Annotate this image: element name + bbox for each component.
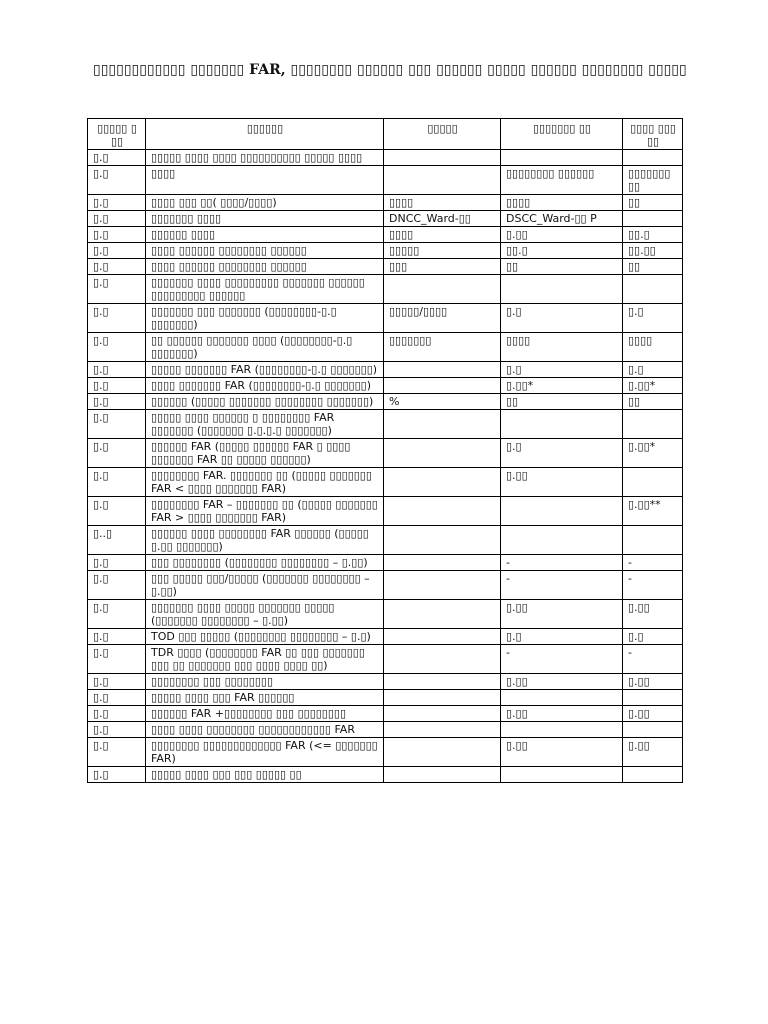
cell-value-1 (501, 410, 623, 439)
table-body (88, 150, 683, 783)
cell-value-1: ▯.▯▯ (501, 227, 623, 243)
table-row (88, 333, 683, 362)
table-row (88, 150, 683, 166)
cell-value-2: ▯.▯▯* (623, 439, 683, 468)
cell-serial: ▯.▯ (88, 690, 146, 706)
cell-description: ▯▯▯▯▯▯▯ ▯▯▯ ▯▯▯▯▯▯▯ (▯▯▯▯▯▯▯▯-▯.▯ ▯▯▯▯▯▯▯) (146, 304, 384, 333)
cell-serial: ▯.▯ (88, 362, 146, 378)
cell-description: ▯▯▯▯ (146, 166, 384, 195)
cell-description: ▯▯▯▯▯▯▯▯ FAR – ▯▯▯▯▯▯▯ ▯▯ (▯▯▯▯▯ ▯▯▯▯▯▯▯ FAR > ▯▯▯▯ ▯▯▯▯▯▯▯ FAR) (146, 497, 384, 526)
cell-serial: ▯.▯ (88, 243, 146, 259)
cell-value-2 (623, 526, 683, 555)
cell-unit (384, 690, 501, 706)
cell-serial: ▯.▯ (88, 259, 146, 275)
cell-value-2: ▯.▯▯ (623, 674, 683, 690)
cell-description: ▯▯▯▯▯ ▯▯▯▯▯▯▯ FAR (▯▯▯▯▯▯▯▯-▯.▯ ▯▯▯▯▯▯▯) (146, 362, 384, 378)
cell-value-2 (623, 468, 683, 497)
cell-description: ▯▯▯▯▯▯▯ ▯▯▯▯ ▯▯▯▯▯ ▯▯▯▯▯▯▯ ▯▯▯▯▯ (▯▯▯▯▯▯▯ ▯▯▯▯▯▯▯▯ – ▯.▯▯) (146, 600, 384, 629)
cell-value-2: ▯▯ (623, 259, 683, 275)
cell-description: ▯▯▯▯▯ ▯▯▯▯ ▯▯▯ FAR ▯▯▯▯▯▯ (146, 690, 384, 706)
cell-serial: ▯.▯ (88, 497, 146, 526)
cell-description: ▯▯▯▯▯▯▯▯ ▯▯▯ ▯▯▯▯▯▯▯▯ (146, 674, 384, 690)
cell-description: ▯▯▯▯▯▯ FAR (▯▯▯▯▯ ▯▯▯▯▯▯ FAR ▯ ▯▯▯▯ ▯▯▯▯▯▯▯ FAR ▯▯ ▯▯▯▯▯ ▯▯▯▯▯▯) (146, 439, 384, 468)
cell-value-2 (623, 410, 683, 439)
cell-unit: ▯▯▯▯ (384, 227, 501, 243)
cell-value-1: ▯▯ (501, 259, 623, 275)
table-row (88, 394, 683, 410)
cell-unit (384, 674, 501, 690)
cell-unit (384, 497, 501, 526)
header-value-1: ▯▯▯▯▯▯▯ ▯▯ (501, 119, 623, 150)
cell-value-2: - (623, 571, 683, 600)
cell-value-1: - (501, 571, 623, 600)
cell-value-2: ▯.▯ (623, 629, 683, 645)
cell-value-2: - (623, 645, 683, 674)
table-row (88, 706, 683, 722)
cell-description: ▯▯▯▯▯▯ (▯▯▯▯▯ ▯▯▯▯▯▯▯ ▯▯▯▯▯▯▯▯ ▯▯▯▯▯▯▯) (146, 394, 384, 410)
table-row (88, 166, 683, 195)
cell-value-1 (501, 690, 623, 706)
cell-value-1: ▯.▯▯ (501, 468, 623, 497)
cell-description: ▯▯▯▯ ▯▯▯ ▯▯( ▯▯▯▯/▯▯▯▯) (146, 195, 384, 211)
cell-serial: ▯..▯ (88, 526, 146, 555)
cell-value-1: ▯.▯▯ (501, 600, 623, 629)
cell-serial: ▯.▯ (88, 600, 146, 629)
cell-unit: ▯▯▯▯▯/▯▯▯▯ (384, 304, 501, 333)
cell-unit (384, 378, 501, 394)
cell-unit (384, 410, 501, 439)
cell-unit (384, 555, 501, 571)
cell-serial: ▯.▯ (88, 645, 146, 674)
cell-value-1: ▯.▯▯* (501, 378, 623, 394)
cell-value-2 (623, 211, 683, 227)
table-row (88, 439, 683, 468)
cell-value-1: ▯.▯ (501, 362, 623, 378)
cell-serial: ▯.▯ (88, 674, 146, 690)
cell-unit (384, 738, 501, 767)
table-row (88, 629, 683, 645)
cell-serial: ▯.▯ (88, 275, 146, 304)
cell-value-1: ▯▯.▯ (501, 243, 623, 259)
cell-unit (384, 362, 501, 378)
cell-value-2: ▯▯ (623, 195, 683, 211)
cell-unit (384, 526, 501, 555)
cell-description: ▯▯▯▯ ▯▯▯▯▯▯ ▯▯▯▯▯▯▯▯ ▯▯▯▯▯▯ (146, 243, 384, 259)
cell-serial: ▯.▯ (88, 150, 146, 166)
cell-unit (384, 275, 501, 304)
cell-value-2 (623, 722, 683, 738)
cell-unit (384, 706, 501, 722)
cell-serial: ▯.▯ (88, 333, 146, 362)
cell-description: ▯▯▯▯▯▯▯▯ ▯▯▯▯▯▯▯▯▯▯▯▯▯ FAR (<= ▯▯▯▯▯▯▯ FAR) (146, 738, 384, 767)
cell-value-2: ▯▯.▯ (623, 227, 683, 243)
header-value-2: ▯▯▯▯ ▯▯▯ ▯▯ (623, 119, 683, 150)
cell-value-2 (623, 690, 683, 706)
cell-unit: ▯▯▯▯▯▯▯ (384, 333, 501, 362)
table-row (88, 275, 683, 304)
cell-unit (384, 150, 501, 166)
table-row (88, 674, 683, 690)
cell-unit: % (384, 394, 501, 410)
cell-serial: ▯.▯ (88, 166, 146, 195)
cell-value-1: - (501, 645, 623, 674)
cell-serial: ▯.▯ (88, 227, 146, 243)
cell-value-1: ▯▯ (501, 394, 623, 410)
table-row (88, 738, 683, 767)
cell-serial: ▯.▯ (88, 767, 146, 783)
cell-serial: ▯.▯ (88, 738, 146, 767)
cell-serial: ▯.▯ (88, 571, 146, 600)
cell-unit (384, 767, 501, 783)
cell-description: ▯▯▯▯ ▯▯▯▯▯▯▯ FAR (▯▯▯▯▯▯▯▯-▯.▯ ▯▯▯▯▯▯▯) (146, 378, 384, 394)
cell-value-2 (623, 275, 683, 304)
cell-value-2 (623, 767, 683, 783)
cell-value-1 (501, 150, 623, 166)
cell-unit (384, 166, 501, 195)
cell-unit (384, 600, 501, 629)
cell-description: ▯▯▯▯▯ ▯▯▯▯ ▯▯▯▯ ▯▯▯▯▯▯▯▯▯▯ ▯▯▯▯▯ ▯▯▯▯ (146, 150, 384, 166)
cell-serial: ▯.▯ (88, 394, 146, 410)
cell-value-1 (501, 497, 623, 526)
cell-serial: ▯.▯ (88, 378, 146, 394)
cell-description: ▯▯▯▯ ▯▯▯▯▯▯ ▯▯▯▯▯▯▯▯ ▯▯▯▯▯▯ (146, 259, 384, 275)
cell-serial: ▯.▯ (88, 706, 146, 722)
table-row (88, 571, 683, 600)
cell-value-2: ▯.▯▯ (623, 600, 683, 629)
table-row (88, 195, 683, 211)
header-unit: ▯▯▯▯▯ (384, 119, 501, 150)
table-row (88, 526, 683, 555)
cell-value-2: ▯.▯ (623, 304, 683, 333)
cell-value-2: ▯▯▯▯▯▯▯ ▯▯ (623, 166, 683, 195)
header-description: ▯▯▯▯▯▯ (146, 119, 384, 150)
cell-unit (384, 571, 501, 600)
cell-value-2: ▯▯.▯▯ (623, 243, 683, 259)
cell-description: ▯▯▯▯▯▯▯▯ FAR. ▯▯▯▯▯▯▯ ▯▯ (▯▯▯▯▯ ▯▯▯▯▯▯▯ FAR < ▯▯▯▯ ▯▯▯▯▯▯▯ FAR) (146, 468, 384, 497)
cell-serial: ▯.▯ (88, 722, 146, 738)
cell-description: ▯▯▯▯▯▯ ▯▯▯▯ (146, 227, 384, 243)
table-row (88, 362, 683, 378)
table-row (88, 555, 683, 571)
table-row (88, 645, 683, 674)
cell-description: ▯▯▯▯▯ ▯▯▯▯ ▯▯▯▯▯▯ ▯ ▯▯▯▯▯▯▯▯ FAR ▯▯▯▯▯▯▯ (▯▯▯▯▯▯▯ ▯.▯.▯.▯ ▯▯▯▯▯▯▯) (146, 410, 384, 439)
cell-value-2: ▯.▯▯** (623, 497, 683, 526)
cell-value-1: ▯.▯ (501, 439, 623, 468)
cell-unit: ▯▯▯▯ (384, 195, 501, 211)
cell-value-1 (501, 275, 623, 304)
cell-unit (384, 645, 501, 674)
cell-description: TOD ▯▯▯ ▯▯▯▯▯ (▯▯▯▯▯▯▯▯ ▯▯▯▯▯▯▯▯ – ▯.▯) (146, 629, 384, 645)
cell-serial: ▯.▯ (88, 410, 146, 439)
cell-description: ▯▯▯▯▯ ▯▯▯▯ ▯▯▯ ▯▯▯ ▯▯▯▯▯ ▯▯ (146, 767, 384, 783)
cell-serial: ▯.▯ (88, 629, 146, 645)
cell-value-1: ▯.▯▯ (501, 674, 623, 690)
table-row (88, 410, 683, 439)
table-row (88, 227, 683, 243)
cell-value-2: ▯.▯▯ (623, 738, 683, 767)
cell-value-2: ▯.▯ (623, 362, 683, 378)
cell-value-2: ▯▯ (623, 394, 683, 410)
cell-value-1: - (501, 555, 623, 571)
cell-value-1: ▯.▯▯ (501, 706, 623, 722)
cell-description: ▯▯▯ ▯▯▯▯▯ ▯▯▯/▯▯▯▯▯ (▯▯▯▯▯▯▯ ▯▯▯▯▯▯▯▯ – ▯.▯▯) (146, 571, 384, 600)
table-row (88, 468, 683, 497)
cell-value-1: ▯▯▯▯ (501, 195, 623, 211)
cell-value-1 (501, 526, 623, 555)
cell-value-2: - (623, 555, 683, 571)
cell-unit: DNCC_Ward-▯▯ (384, 211, 501, 227)
cell-value-1: DSCC_Ward-▯▯ P (501, 211, 623, 227)
document-title: ▯▯▯▯▯▯▯▯▯▯▯▯ ▯▯▯▯▯▯▯ FAR, ▯▯▯▯▯▯▯▯ ▯▯▯▯▯▯ ▯▯▯ ▯▯▯▯▯▯ ▯▯▯▯▯ ▯▯▯▯▯▯ ▯▯▯▯▯▯▯▯ ▯▯▯▯▯ (93, 62, 687, 78)
cell-value-2 (623, 150, 683, 166)
table-row (88, 600, 683, 629)
cell-unit (384, 629, 501, 645)
cell-unit (384, 722, 501, 738)
cell-value-1: ▯▯▯▯▯▯▯▯ ▯▯▯▯▯▯ (501, 166, 623, 195)
cell-description: ▯▯ ▯▯▯▯▯▯ ▯▯▯▯▯▯▯ ▯▯▯▯ (▯▯▯▯▯▯▯▯-▯.▯ ▯▯▯▯▯▯▯) (146, 333, 384, 362)
cell-value-2: ▯.▯▯ (623, 706, 683, 722)
cell-description: ▯▯▯▯▯▯ FAR +▯▯▯▯▯▯▯▯ ▯▯▯ ▯▯▯▯▯▯▯▯ (146, 706, 384, 722)
cell-value-1 (501, 767, 623, 783)
cell-description: ▯▯▯▯▯▯▯ ▯▯▯▯ (146, 211, 384, 227)
cell-value-1: ▯▯▯▯ (501, 333, 623, 362)
cell-serial: ▯.▯ (88, 439, 146, 468)
table-row (88, 497, 683, 526)
cell-value-1: ▯.▯▯ (501, 738, 623, 767)
table-row (88, 690, 683, 706)
far-calculation-table (87, 118, 683, 783)
cell-serial: ▯.▯ (88, 195, 146, 211)
cell-serial: ▯.▯ (88, 555, 146, 571)
cell-serial: ▯.▯ (88, 211, 146, 227)
cell-value-1: ▯.▯ (501, 304, 623, 333)
cell-description: ▯▯▯▯▯▯ ▯▯▯▯ ▯▯▯▯▯▯▯▯ FAR ▯▯▯▯▯▯ (▯▯▯▯▯ ▯.▯▯ ▯▯▯▯▯▯▯) (146, 526, 384, 555)
cell-value-2: ▯.▯▯* (623, 378, 683, 394)
cell-serial: ▯.▯ (88, 304, 146, 333)
table-row (88, 304, 683, 333)
table-header-row (88, 119, 683, 150)
cell-description: TDR ▯▯▯▯ (▯▯▯▯▯▯▯▯ FAR ▯▯ ▯▯▯ ▯▯▯▯▯▯▯ ▯▯▯ ▯▯ ▯▯▯▯▯▯▯ ▯▯▯ ▯▯▯▯ ▯▯▯▯ ▯▯) (146, 645, 384, 674)
table-row (88, 211, 683, 227)
table-row (88, 259, 683, 275)
cell-value-2: ▯▯▯▯ (623, 333, 683, 362)
table-row (88, 767, 683, 783)
table-row (88, 243, 683, 259)
cell-unit: ▯▯▯▯▯ (384, 243, 501, 259)
cell-value-1: ▯.▯ (501, 629, 623, 645)
header-serial: ▯▯▯▯▯ ▯ ▯▯ (88, 119, 146, 150)
cell-description: ▯▯▯ ▯▯▯▯▯▯▯▯ (▯▯▯▯▯▯▯▯ ▯▯▯▯▯▯▯▯ – ▯.▯▯) (146, 555, 384, 571)
cell-unit (384, 468, 501, 497)
cell-unit (384, 439, 501, 468)
table-row (88, 378, 683, 394)
cell-description: ▯▯▯▯ ▯▯▯▯ ▯▯▯▯▯▯▯▯ ▯▯▯▯▯▯▯▯▯▯▯▯ FAR (146, 722, 384, 738)
table-row (88, 722, 683, 738)
cell-serial: ▯.▯ (88, 468, 146, 497)
cell-description: ▯▯▯▯▯▯▯ ▯▯▯▯ ▯▯▯▯▯▯▯▯▯ ▯▯▯▯▯▯▯ ▯▯▯▯▯▯ ▯▯▯▯▯▯▯▯▯ ▯▯▯▯▯▯ (146, 275, 384, 304)
cell-unit: ▯▯▯ (384, 259, 501, 275)
cell-value-1 (501, 722, 623, 738)
